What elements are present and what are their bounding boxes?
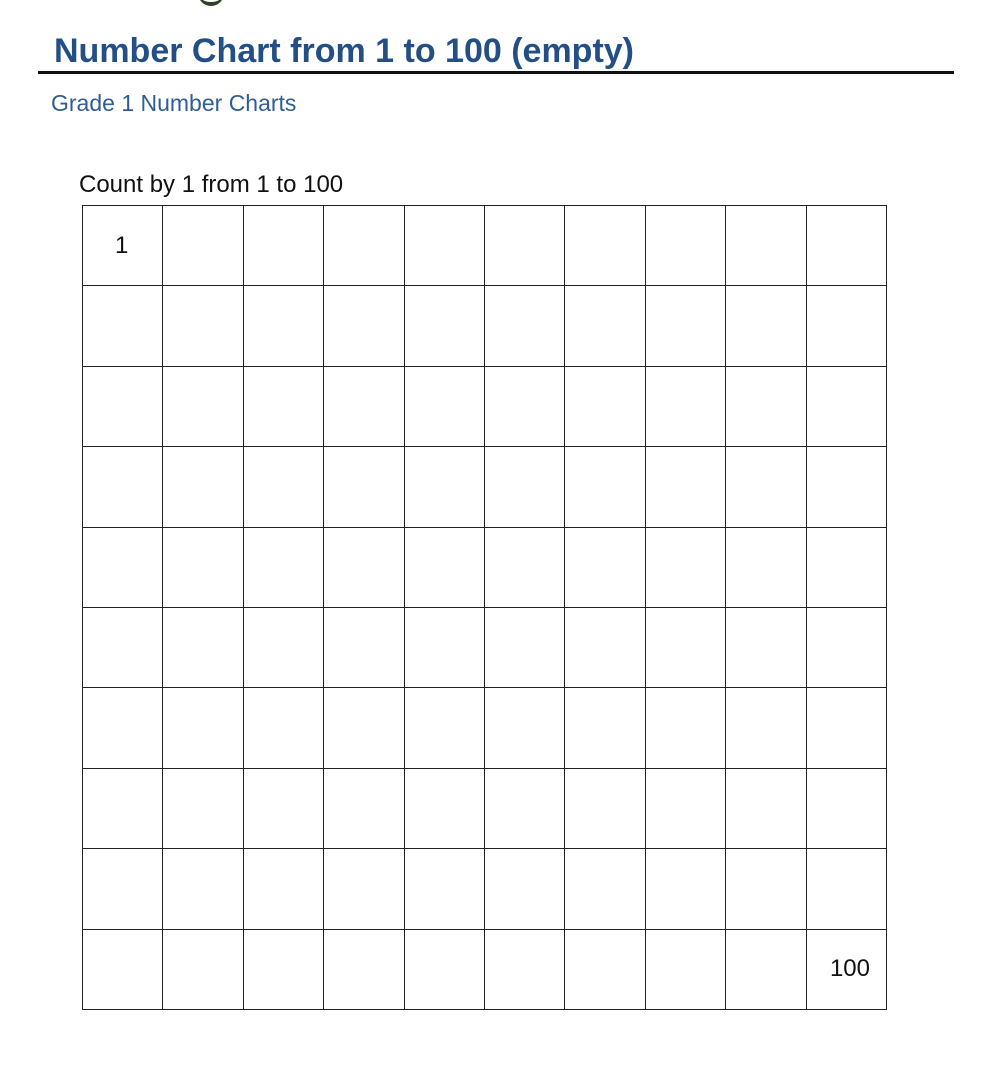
grid-cell[interactable] — [324, 930, 404, 1010]
grid-cell[interactable] — [163, 367, 243, 447]
grid-cell[interactable] — [405, 688, 485, 768]
grid-cell[interactable] — [565, 849, 645, 929]
grid-cell[interactable] — [83, 930, 163, 1010]
grid-cell[interactable] — [485, 608, 565, 688]
grid-cell[interactable] — [163, 206, 243, 286]
grid-cell[interactable] — [324, 608, 404, 688]
grid-cell[interactable] — [565, 206, 645, 286]
grid-cell[interactable] — [485, 447, 565, 527]
chart-caption: Count by 1 from 1 to 100 — [79, 171, 344, 198]
grid-cell[interactable] — [405, 769, 485, 849]
grid-cell[interactable] — [405, 206, 485, 286]
grid-cell[interactable] — [726, 849, 806, 929]
grid-cell[interactable] — [807, 367, 887, 447]
grid-cell[interactable] — [405, 930, 485, 1010]
grid-cell[interactable] — [83, 608, 163, 688]
grid-cell[interactable] — [244, 849, 324, 929]
grid-cell[interactable] — [244, 206, 324, 286]
grid-cell[interactable] — [646, 206, 726, 286]
title-rule — [38, 71, 954, 74]
grid-cell[interactable] — [565, 608, 645, 688]
first-cell-number: 1 — [115, 231, 129, 259]
grid-cell[interactable] — [244, 447, 324, 527]
grid-cell[interactable] — [726, 769, 806, 849]
grid-cell[interactable] — [726, 367, 806, 447]
grid-cell[interactable] — [83, 447, 163, 527]
grid-cell[interactable] — [163, 769, 243, 849]
grid-cell[interactable] — [726, 286, 806, 366]
grid-cell[interactable] — [163, 688, 243, 768]
grid-cell[interactable] — [83, 367, 163, 447]
grid-cell[interactable] — [485, 688, 565, 768]
grid-cell[interactable] — [83, 849, 163, 929]
grid-cell[interactable] — [807, 688, 887, 768]
grid-cell[interactable] — [83, 206, 163, 286]
grid-cell[interactable] — [163, 528, 243, 608]
grid-cell[interactable] — [807, 769, 887, 849]
grid-cell[interactable] — [807, 608, 887, 688]
grid-cell[interactable] — [565, 930, 645, 1010]
grid-cell[interactable] — [726, 447, 806, 527]
grid-cell[interactable] — [807, 206, 887, 286]
grid-cell[interactable] — [485, 206, 565, 286]
grid-cell[interactable] — [163, 608, 243, 688]
grid-cell[interactable] — [807, 930, 887, 1010]
grid-cell[interactable] — [485, 286, 565, 366]
last-cell-number: 100 — [829, 955, 870, 983]
grid-cell[interactable] — [405, 286, 485, 366]
grid-cell[interactable] — [565, 528, 645, 608]
grid-cell[interactable] — [405, 849, 485, 929]
number-grid — [82, 205, 887, 1010]
grid-cell[interactable] — [565, 286, 645, 366]
grid-cell[interactable] — [807, 849, 887, 929]
grid-cell[interactable] — [163, 849, 243, 929]
grid-cell[interactable] — [163, 447, 243, 527]
grid-cell[interactable] — [485, 849, 565, 929]
grid-cell[interactable] — [324, 849, 404, 929]
grid-cell[interactable] — [405, 367, 485, 447]
grid-cell[interactable] — [163, 930, 243, 1010]
grid-cell[interactable] — [405, 447, 485, 527]
page-title: Number Chart from 1 to 100 (empty) — [54, 32, 634, 70]
grid-cell[interactable] — [646, 286, 726, 366]
grid-cell[interactable] — [565, 367, 645, 447]
grid-cell[interactable] — [244, 608, 324, 688]
grid-cell[interactable] — [646, 528, 726, 608]
grid-cell[interactable] — [83, 769, 163, 849]
grid-cell[interactable] — [646, 930, 726, 1010]
grid-cell[interactable] — [324, 769, 404, 849]
grid-cell[interactable] — [244, 528, 324, 608]
grid-cell[interactable] — [646, 688, 726, 768]
grid-cell[interactable] — [565, 688, 645, 768]
grid-cell[interactable] — [244, 286, 324, 366]
grid-cell[interactable] — [324, 688, 404, 768]
grid-cell[interactable] — [807, 286, 887, 366]
grid-cell[interactable] — [83, 528, 163, 608]
grid-cell[interactable] — [485, 769, 565, 849]
grid-cell[interactable] — [726, 206, 806, 286]
grid-cell[interactable] — [244, 769, 324, 849]
grid-cell[interactable] — [646, 608, 726, 688]
logo-fragment — [198, 0, 224, 6]
grid-cell[interactable] — [646, 769, 726, 849]
grid-cell[interactable] — [244, 688, 324, 768]
grid-cell[interactable] — [485, 367, 565, 447]
grid-cell[interactable] — [83, 688, 163, 768]
grid-cell[interactable] — [726, 528, 806, 608]
grid-cell[interactable] — [405, 608, 485, 688]
grid-cell[interactable] — [405, 528, 485, 608]
grid-cell[interactable] — [807, 447, 887, 527]
grid-cell[interactable] — [324, 286, 404, 366]
grid-cell[interactable] — [485, 930, 565, 1010]
grid-cell[interactable] — [565, 769, 645, 849]
page-subtitle: Grade 1 Number Charts — [51, 90, 297, 116]
grid-cell[interactable] — [324, 367, 404, 447]
grid-cell[interactable] — [324, 528, 404, 608]
grid-cell[interactable] — [244, 930, 324, 1010]
grid-cell[interactable] — [646, 447, 726, 527]
grid-cell[interactable] — [565, 447, 645, 527]
grid-cell[interactable] — [646, 367, 726, 447]
grid-cell[interactable] — [646, 849, 726, 929]
grid-cell[interactable] — [163, 286, 243, 366]
grid-cell[interactable] — [83, 286, 163, 366]
grid-cell[interactable] — [807, 528, 887, 608]
grid-cell[interactable] — [726, 688, 806, 768]
grid-cell[interactable] — [726, 608, 806, 688]
grid-cell[interactable] — [726, 930, 806, 1010]
grid-cell[interactable] — [324, 447, 404, 527]
grid-cell[interactable] — [244, 367, 324, 447]
grid-cell[interactable] — [485, 528, 565, 608]
grid-cell[interactable] — [324, 206, 404, 286]
